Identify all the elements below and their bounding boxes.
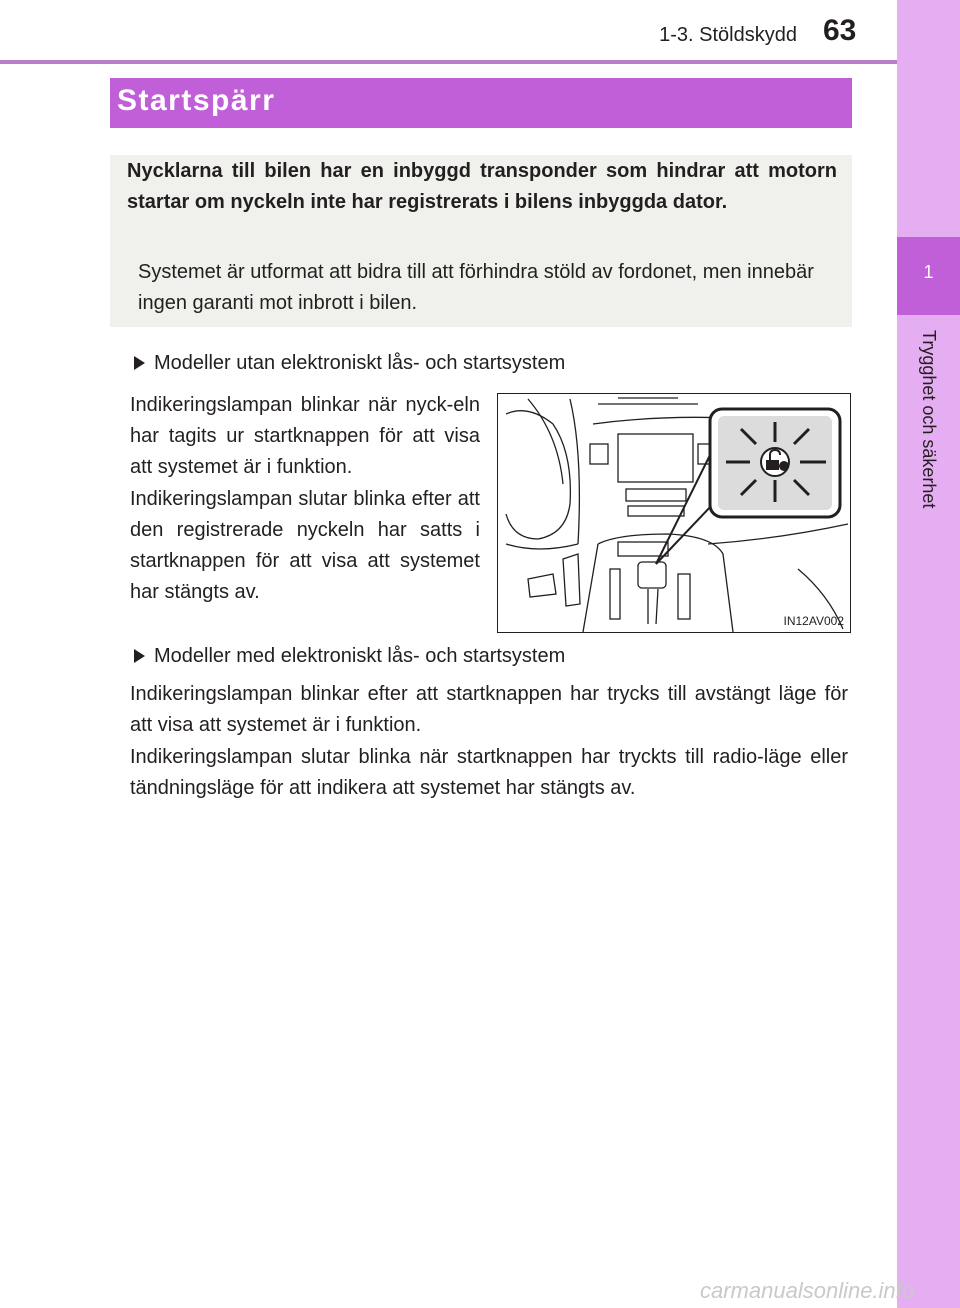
section1-paragraph-2: Indikeringslampan slutar blinka efter att den registrerade nyckeln har satts i startknappen för att visa att systemet har stängts av. bbox=[130, 488, 480, 603]
watermark: carmanualsonline.info bbox=[700, 1278, 915, 1303]
dashboard-illustration bbox=[497, 393, 851, 633]
section2-heading bbox=[134, 645, 565, 668]
bullet-triangle-icon bbox=[134, 649, 145, 663]
page-title: Startspärr bbox=[117, 84, 276, 117]
section1-paragraph-1: Indikeringslampan blinkar när nyck-eln har tagits ur startknappen för att visa att systemet är i funktion. bbox=[130, 394, 480, 478]
header-section: 1-3. Stöldskydd bbox=[659, 24, 797, 46]
intro-body-text: Systemet är utformat att bidra till att förhindra stöld av fordonet, men innebär ingen garanti mot inbrott i bilen. bbox=[138, 261, 814, 314]
bullet-triangle-icon bbox=[134, 356, 145, 370]
header-rule bbox=[0, 60, 897, 64]
section1-heading bbox=[134, 352, 565, 375]
chapter-side-tab bbox=[897, 0, 960, 1308]
section1-heading-text: Modeller utan elektroniskt lås- och startsystem bbox=[154, 352, 566, 374]
section2-heading-text: Modeller med elektroniskt lås- och startsystem bbox=[154, 645, 566, 667]
chapter-number: 1 bbox=[923, 262, 934, 282]
chapter-title-container bbox=[897, 330, 960, 560]
dashboard-drawing bbox=[498, 394, 851, 633]
chapter-title: Trygghet och säkerhet bbox=[919, 330, 939, 509]
page-number: 63 bbox=[823, 14, 857, 47]
intro-bold-text: Nycklarna till bilen har en inbyggd transponder som hindrar att motorn startar om nyckeln inte har registrerats i bilens inbyggda dator. bbox=[127, 160, 837, 213]
section2-paragraph-1: Indikeringslampan blinkar efter att startknappen har trycks till avstängt läge för att visa att systemet är i funktion. bbox=[130, 683, 848, 736]
section2-paragraph-2: Indikeringslampan slutar blinka när startknappen har tryckts till radio-läge eller tändningsläge för att indikera att systemet har stängts av. bbox=[130, 746, 848, 799]
figure-code: IN12AV002 bbox=[783, 614, 844, 628]
